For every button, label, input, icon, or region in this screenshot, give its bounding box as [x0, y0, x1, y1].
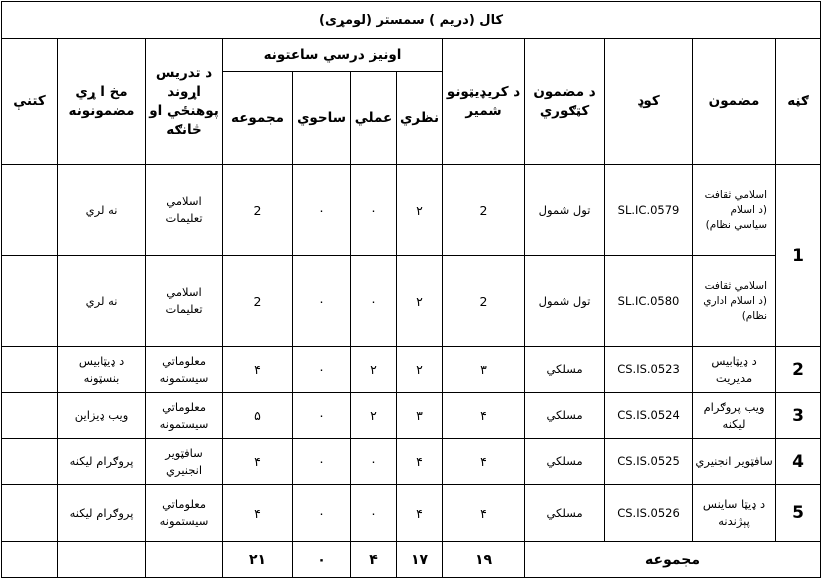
totals-credits: ۱۹: [443, 542, 525, 578]
cell-no: 4: [776, 439, 821, 485]
cell-practical: ۰: [351, 439, 397, 485]
header-dept: د تدریس اړوند پوهنځي او څانګه: [146, 39, 223, 165]
cell-total: 2: [223, 256, 293, 347]
cell-books: [2, 439, 58, 485]
cell-dept: معلوماتي سیستمونه: [146, 485, 223, 542]
cell-field: ۰: [293, 347, 351, 393]
cell-field: ۰: [293, 256, 351, 347]
cell-practical: ۰: [351, 165, 397, 256]
cell-practical: ۲: [351, 393, 397, 439]
cell-category: تول شمول: [525, 256, 605, 347]
cell-books: [2, 165, 58, 256]
cell-practical: ۰: [351, 485, 397, 542]
totals-label: مجموعه: [525, 542, 821, 578]
cell-dept: سافټویر انجنیري: [146, 439, 223, 485]
cell-code: SL.IC.0580: [605, 256, 693, 347]
header-no: ګڼه: [776, 39, 821, 165]
table-caption: کال (دریم ) سمستر (لومړی): [2, 2, 821, 39]
header-weekly-hours: اونیز درسي ساعتونه: [223, 39, 443, 72]
cell-category: مسلکي: [525, 439, 605, 485]
cell-practical: ۲: [351, 347, 397, 393]
cell-dept: اسلامي تعلیمات: [146, 256, 223, 347]
totals-empty-dept: [146, 542, 223, 578]
totals-total: ۲۱: [223, 542, 293, 578]
cell-field: ۰: [293, 165, 351, 256]
table-row: [2, 439, 821, 485]
cell-prereq: نه لري: [58, 256, 146, 347]
cell-prereq: پروګرام لیکنه: [58, 439, 146, 485]
totals-row: [2, 542, 821, 578]
cell-total: ۵: [223, 393, 293, 439]
table-row: [2, 165, 821, 256]
cell-dept: معلوماتي سیستمونه: [146, 347, 223, 393]
cell-theory: ۴: [397, 439, 443, 485]
cell-prereq: د ډیټابیس بنسټونه: [58, 347, 146, 393]
cell-total: ۴: [223, 439, 293, 485]
cell-subject: سافټویر انجنیري: [693, 439, 776, 485]
cell-category: مسلکي: [525, 485, 605, 542]
cell-field: ۰: [293, 393, 351, 439]
header-credits: د کریډیټونو شمیر: [443, 39, 525, 165]
cell-prereq: پروګرام لیکنه: [58, 485, 146, 542]
totals-practical: ۴: [351, 542, 397, 578]
cell-category: مسلکي: [525, 393, 605, 439]
cell-code: CS.IS.0526: [605, 485, 693, 542]
cell-subject: ویب پروګرام لیکنه: [693, 393, 776, 439]
cell-no: 2: [776, 347, 821, 393]
table-row: [2, 393, 821, 439]
cell-prereq: نه لري: [58, 165, 146, 256]
cell-code: CS.IS.0524: [605, 393, 693, 439]
cell-practical: ۰: [351, 256, 397, 347]
cell-books: [2, 256, 58, 347]
cell-field: ۰: [293, 485, 351, 542]
totals-field: ۰: [293, 542, 351, 578]
cell-books: [2, 347, 58, 393]
header-practical: عملي: [351, 72, 397, 165]
cell-credits: 2: [443, 165, 525, 256]
header-field: ساحوي: [293, 72, 351, 165]
cell-theory: ۴: [397, 485, 443, 542]
cell-code: CS.IS.0523: [605, 347, 693, 393]
cell-credits: ۴: [443, 439, 525, 485]
cell-theory: ۳: [397, 393, 443, 439]
header-code: کوډ: [605, 39, 693, 165]
cell-category: تول شمول: [525, 165, 605, 256]
cell-no: 1: [776, 165, 821, 347]
cell-theory: ۲: [397, 165, 443, 256]
cell-theory: ۲: [397, 256, 443, 347]
cell-theory: ۲: [397, 347, 443, 393]
cell-field: ۰: [293, 439, 351, 485]
header-theory: نظري: [397, 72, 443, 165]
cell-no: 5: [776, 485, 821, 542]
totals-empty-books: [2, 542, 58, 578]
table-row: [2, 485, 821, 542]
cell-dept: اسلامي تعلیمات: [146, 165, 223, 256]
totals-empty-prereq: [58, 542, 146, 578]
cell-dept: معلوماتي سیستمونه: [146, 393, 223, 439]
header-category: د مضمون کټګوري: [525, 39, 605, 165]
cell-no: 3: [776, 393, 821, 439]
cell-credits: ۴: [443, 393, 525, 439]
header-total: مجموعه: [223, 72, 293, 165]
cell-subject: د ډیټا ساینس پېژندنه: [693, 485, 776, 542]
cell-credits: ۳: [443, 347, 525, 393]
cell-total: ۴: [223, 347, 293, 393]
cell-books: [2, 393, 58, 439]
table-row: [2, 256, 821, 347]
cell-credits: ۴: [443, 485, 525, 542]
cell-code: SL.IC.0579: [605, 165, 693, 256]
header-books: کتنې: [2, 39, 58, 165]
header-subject: مضمون: [693, 39, 776, 165]
cell-code: CS.IS.0525: [605, 439, 693, 485]
cell-subject: اسلامي ثقافت (د اسلام سیاسي نظام): [693, 165, 776, 256]
cell-books: [2, 485, 58, 542]
cell-total: 2: [223, 165, 293, 256]
totals-theory: ۱۷: [397, 542, 443, 578]
cell-subject: د ډیټابیس مدیریت: [693, 347, 776, 393]
header-prereq: مخ ا ړي مضمونونه: [58, 39, 146, 165]
cell-subject: اسلامي ثقافت (د اسلام اداري نظام): [693, 256, 776, 347]
cell-category: مسلکي: [525, 347, 605, 393]
table-row: [2, 347, 821, 393]
cell-total: ۴: [223, 485, 293, 542]
cell-credits: 2: [443, 256, 525, 347]
cell-prereq: ویب ډیزاین: [58, 393, 146, 439]
curriculum-table: [1, 1, 821, 578]
